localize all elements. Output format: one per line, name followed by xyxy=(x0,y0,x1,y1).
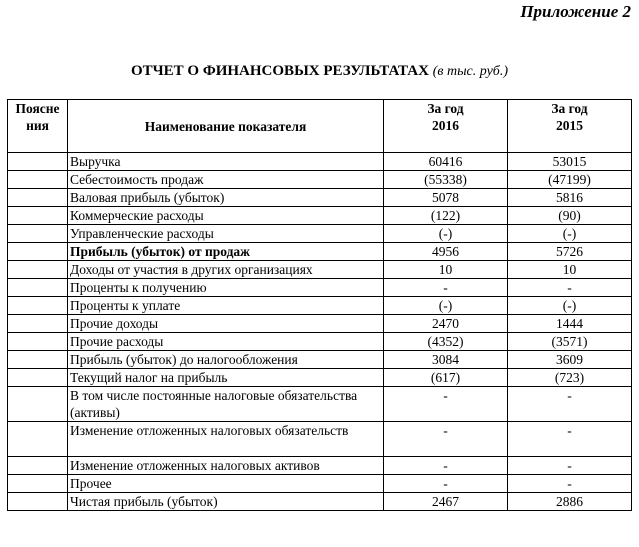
row-value-2016: 2470 xyxy=(384,315,508,333)
row-value-2015: (90) xyxy=(508,207,632,225)
row-name-cell: Управленческие расходы xyxy=(68,225,384,243)
row-value-2016: (122) xyxy=(384,207,508,225)
report-title-main: ОТЧЕТ О ФИНАНСОВЫХ РЕЗУЛЬТАТАХ xyxy=(130,63,429,79)
row-name-cell: Прибыль (убыток) до налогообложения xyxy=(68,351,384,369)
row-value-2016: 10 xyxy=(384,261,508,279)
row-value-2016: (-) xyxy=(384,225,508,243)
row-value-2015: - xyxy=(508,279,632,297)
row-value-2015: (3571) xyxy=(508,333,632,351)
row-value-2016: (4352) xyxy=(384,333,508,351)
table-row xyxy=(8,333,632,351)
appendix-label: Приложение 2 xyxy=(520,2,631,21)
row-code-cell xyxy=(8,333,68,351)
row-code-cell xyxy=(8,243,68,261)
table-row xyxy=(8,189,632,207)
row-code-cell xyxy=(8,207,68,225)
row-code-cell xyxy=(8,297,68,315)
table-header-row xyxy=(8,100,632,153)
table-row xyxy=(8,493,632,511)
row-value-2016: 3084 xyxy=(384,351,508,369)
table-row xyxy=(8,261,632,279)
row-name-cell: Проценты к уплате xyxy=(68,297,384,315)
column-header-2015-label: За год xyxy=(551,101,588,116)
row-code-cell xyxy=(8,475,68,493)
row-value-2016: - xyxy=(384,422,508,457)
column-header-2015 xyxy=(508,100,632,153)
row-name-cell: Валовая прибыль (убыток) xyxy=(68,189,384,207)
row-value-2015: 53015 xyxy=(508,153,632,171)
column-header-name: Наименование показателя xyxy=(68,100,384,153)
row-code-cell xyxy=(8,225,68,243)
row-code-cell xyxy=(8,261,68,279)
row-value-2015: (723) xyxy=(508,369,632,387)
row-value-2016: 5078 xyxy=(384,189,508,207)
row-value-2016: (-) xyxy=(384,297,508,315)
column-header-2016-label: За год xyxy=(427,101,464,116)
row-name-cell: Прочие доходы xyxy=(68,315,384,333)
row-name-cell: Себестоимость продаж xyxy=(68,171,384,189)
row-value-2016: - xyxy=(384,457,508,475)
row-value-2016: (55338) xyxy=(384,171,508,189)
row-value-2015: - xyxy=(508,457,632,475)
table-row xyxy=(8,225,632,243)
row-value-2015: - xyxy=(508,475,632,493)
row-value-2016: 4956 xyxy=(384,243,508,261)
table-row xyxy=(8,457,632,475)
row-code-cell xyxy=(8,153,68,171)
row-value-2015: - xyxy=(508,387,632,422)
column-header-2016 xyxy=(384,100,508,153)
row-name-cell: Чистая прибыль (убыток) xyxy=(68,493,384,511)
row-name-cell: Выручка xyxy=(68,153,384,171)
row-code-cell xyxy=(8,189,68,207)
row-value-2015: 3609 xyxy=(508,351,632,369)
table-row xyxy=(8,279,632,297)
row-name-cell: Изменение отложенных налоговых активов xyxy=(68,457,384,475)
row-value-2016: - xyxy=(384,387,508,422)
row-value-2015: 10 xyxy=(508,261,632,279)
table-row xyxy=(8,297,632,315)
row-code-cell xyxy=(8,457,68,475)
financial-results-table xyxy=(7,99,632,511)
table-row xyxy=(8,207,632,225)
column-header-2015-year: 2015 xyxy=(556,118,583,133)
row-value-2016: - xyxy=(384,279,508,297)
row-value-2015: 1444 xyxy=(508,315,632,333)
table-row xyxy=(8,475,632,493)
report-title-unit: (в тыс. руб.) xyxy=(432,64,508,79)
table-row xyxy=(8,243,632,261)
table-row xyxy=(8,422,632,457)
row-name-cell: Прочие расходы xyxy=(68,333,384,351)
report-title xyxy=(0,63,639,80)
table-row xyxy=(8,351,632,369)
row-value-2016: (617) xyxy=(384,369,508,387)
table-row xyxy=(8,153,632,171)
row-value-2015: 5816 xyxy=(508,189,632,207)
table-row xyxy=(8,171,632,189)
row-name-cell: Проценты к получению xyxy=(68,279,384,297)
row-value-2016: 60416 xyxy=(384,153,508,171)
row-value-2016: 2467 xyxy=(384,493,508,511)
row-code-cell xyxy=(8,387,68,422)
row-value-2015: 2886 xyxy=(508,493,632,511)
table-row xyxy=(8,315,632,333)
row-code-cell xyxy=(8,369,68,387)
row-code-cell xyxy=(8,422,68,457)
row-value-2015: 5726 xyxy=(508,243,632,261)
row-code-cell xyxy=(8,315,68,333)
row-value-2016: - xyxy=(384,475,508,493)
row-value-2015: (47199) xyxy=(508,171,632,189)
row-code-cell xyxy=(8,351,68,369)
row-name-cell: Изменение отложенных налоговых обязательств xyxy=(68,422,384,457)
table-row xyxy=(8,387,632,422)
row-name-cell: Прибыль (убыток) от продаж xyxy=(68,243,384,261)
row-name-cell: Прочее xyxy=(68,475,384,493)
column-header-code: Поясне ния xyxy=(8,100,68,153)
row-code-cell xyxy=(8,493,68,511)
table-row xyxy=(8,369,632,387)
row-name-cell: Текущий налог на прибыль xyxy=(68,369,384,387)
row-code-cell xyxy=(8,171,68,189)
row-value-2015: (-) xyxy=(508,297,632,315)
row-name-cell: Доходы от участия в других организациях xyxy=(68,261,384,279)
row-name-cell: В том числе постоянные налоговые обязательства (активы) xyxy=(68,387,384,422)
column-header-2016-year: 2016 xyxy=(432,118,459,133)
row-name-cell: Коммерческие расходы xyxy=(68,207,384,225)
row-value-2015: (-) xyxy=(508,225,632,243)
row-value-2015: - xyxy=(508,422,632,457)
row-code-cell xyxy=(8,279,68,297)
